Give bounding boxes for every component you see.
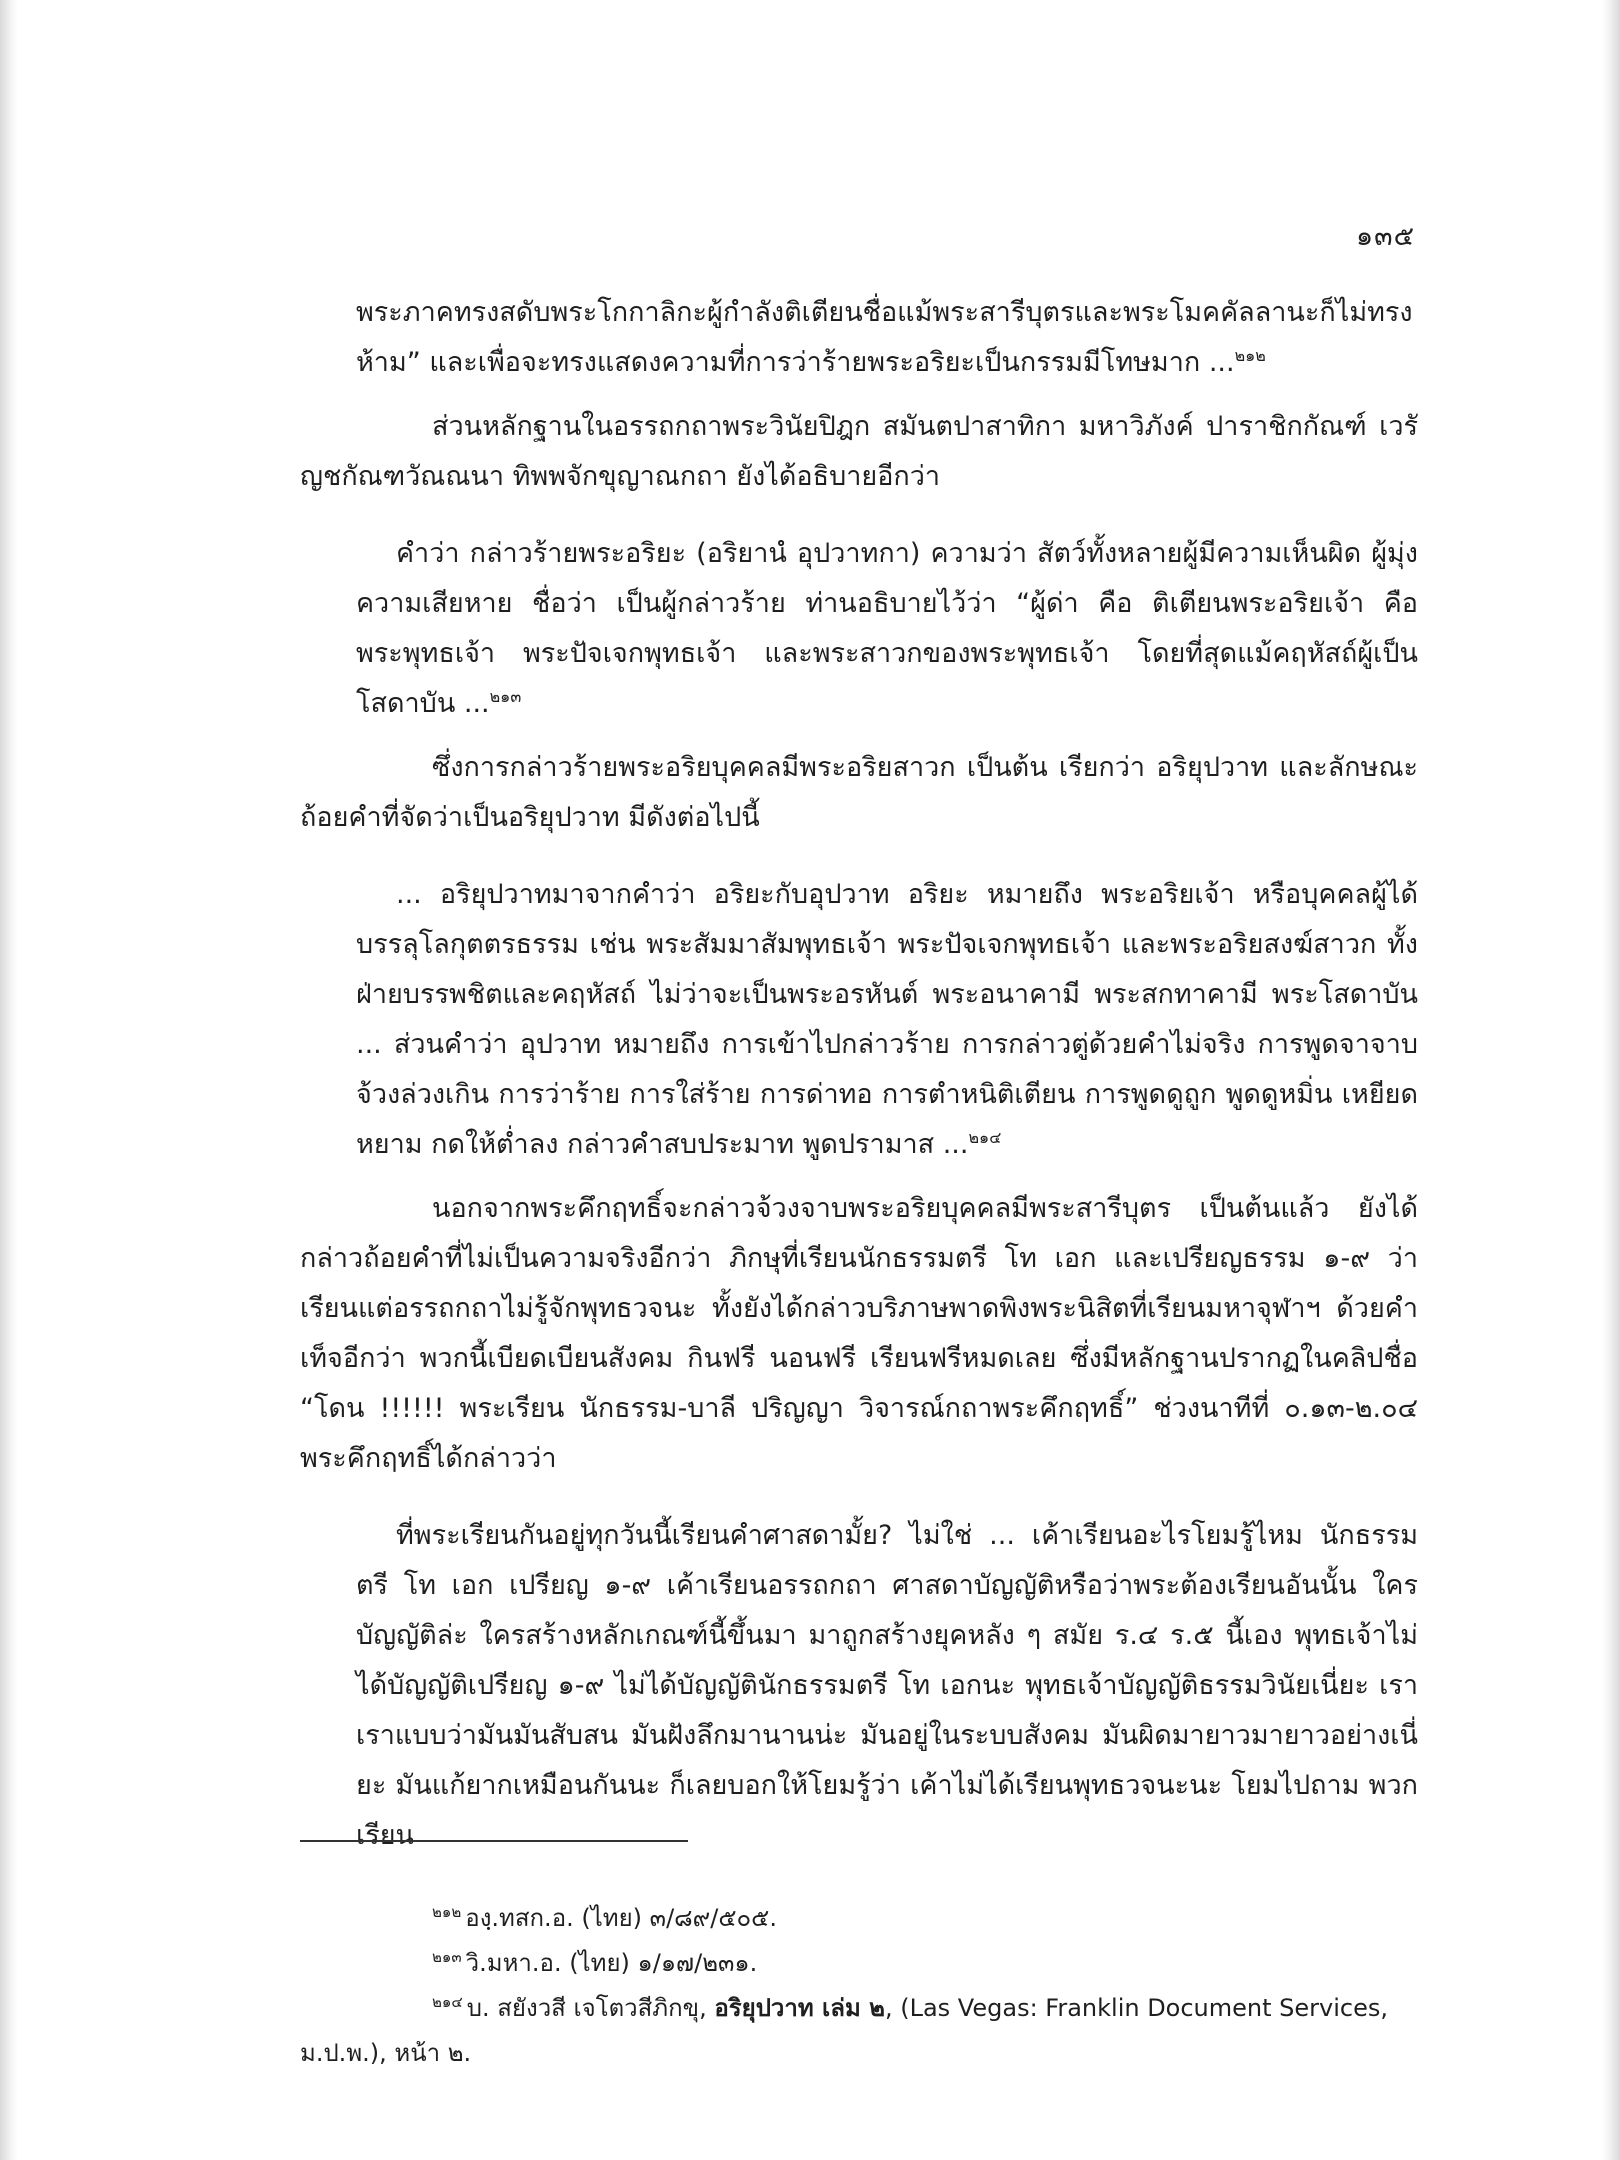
page-number: ๑๓๕ (1355, 221, 1415, 252)
footnote-ref-214[interactable]: ๒๑๔ (968, 1128, 1002, 1147)
footnote-212 (300, 1896, 1410, 1941)
quote-3-text: ที่พระเรียนกันอยู่ทุกวันนี้เรียนคำศาสดามั้ย? ไม่ใช่ ... เค้าเรียนอะไรโยมรู้ไหม นักธรรม ตรี โท เอก เปรียญ ๑-๙ เค้าเรียนอรรถกถา ศาสดาบัญญัติหรือว่าพระต้องเรียนอันนั้น ใครบัญญัติล่ะ ใครสร้างหลักเกณฑ์นี้ขึ้นมา มาถูกสร้างยุคหลัง ๆ สมัย ร.๔ ร.๕ นี้เอง พุทธเจ้าไม่ได้บัญญัติเปรียญ ๑-๙ ไม่ได้บัญญัตินักธรรมตรี โท เอกนะ พุทธเจ้าบัญญัติธรรมวินัยเนี่ยะ เรา เราแบบว่ามันมันสับสน มันฝังลึกมานานน่ะ มันอยู่ในระบบสังคม มันผิดมายาวมายาวอย่างเนี่ยะ มันแก้ยากเหมือนกันนะ ก็เลยบอกให้โยมรู้ว่า เค้าไม่ได้เรียนพุทธวจนะนะ โยมไปถาม พวกเรียน (356, 1520, 1418, 1851)
footnote-212-text: องฺ.ทสก.อ. (ไทย) ๓/๘๙/๕๐๕. (465, 1904, 777, 1932)
footnote-213-text: วิ.มหา.อ. (ไทย) ๑/๑๗/๒๓๑. (465, 1949, 758, 1977)
paragraph-1-text: พระภาคทรงสดับพระโกกาลิกะผู้กำลังติเตียนชื่อแม้พระสารีบุตรและพระโมคคัลลานะก็ไม่ทรงห้าม” และเพื่อจะทรงแสดงความที่การว่าร้ายพระอริยะเป็นกรรมมีโทษมาก ... (356, 297, 1413, 378)
footnote-ref-213[interactable]: ๒๑๓ (489, 687, 522, 706)
quote-2-text: ... อริยุปวาทมาจากคำว่า อริยะกับอุปวาท อริยะ หมายถึง พระอริยเจ้า หรือบุคคลผู้ได้บรรลุโลกุตตรธรรม เช่น พระสัมมาสัมพุทธเจ้า พระปัจเจกพุทธเจ้า และพระอริยสงฆ์สาวก ทั้งฝ่ายบรรพชิตและคฤหัสถ์ ไม่ว่าจะเป็นพระอรหันต์ พระอนาคามี พระสกทาคามี พระโสดาบัน ... ส่วนคำว่า อุปวาท หมายถึง การเข้าไปกล่าวร้าย การกล่าวตู่ด้วยคำไม่จริง การพูดจาจาบจ้วงล่วงเกิน การว่าร้าย การใส่ร้าย การด่าทอ การตำหนิติเตียน การพูดดูถูก พูดดูหมิ่น เหยียดหยาม กดให้ต่ำลง กล่าวคำสบประมาท พูดปรามาส ... (356, 879, 1418, 1160)
footnote-separator (300, 1840, 688, 1842)
footnote-214-publisher: , (Las Vegas: Franklin Document Services, ม.ป.พ.), หน้า ๒. (300, 1994, 1388, 2067)
quote-1-text: คำว่า กล่าวร้ายพระอริยะ (อริยานํ อุปวาทกา) ความว่า สัตว์ทั้งหลายผู้มีความเห็นผิด ผู้มุ่งความเสียหาย ชื่อว่า เป็นผู้กล่าวร้าย ท่านอธิบายไว้ว่า “ผู้ด่า คือ ติเตียนพระอริยเจ้า คือ พระพุทธเจ้า พระปัจเจกพุทธเจ้า และพระสาวกของพระพุทธเจ้า โดยที่สุดแม้คฤหัสถ์ผู้เป็นโสดาบัน ... (356, 538, 1418, 719)
footnotes (300, 1896, 1410, 2076)
page-shadow-left (0, 0, 18, 2160)
paragraph-2 (300, 402, 1418, 502)
paragraph-3 (300, 743, 1418, 843)
body-text (300, 288, 1418, 1875)
paragraph-2-text: ส่วนหลักฐานในอรรถกถาพระวินัยปิฎก สมันตปาสาทิกา มหาวิภังค์ ปาราชิกกัณฑ์ เวรัญชกัณฑวัณณนา ทิพพจักขุญาณกถา ยังได้อธิบายอีกว่า (300, 411, 1418, 492)
footnote-214-author: บ. สยังวสี เจโตวสีภิกขุ, (466, 1994, 715, 2022)
paragraph-3-text: ซึ่งการกล่าวร้ายพระอริยบุคคลมีพระอริยสาวก เป็นต้น เรียกว่า อริยุปวาท และลักษณะถ้อยคำที่จัดว่าเป็นอริยุปวาท มีดังต่อไปนี้ (300, 752, 1418, 833)
paragraph-4-text: นอกจากพระคึกฤทธิ์จะกล่าวจ้วงจาบพระอริยบุคคลมีพระสารีบุตร เป็นต้นแล้ว ยังได้กล่าวถ้อยคำที่ไม่เป็นความจริงอีกว่า ภิกษุที่เรียนนักธรรมตรี โท เอก และเปรียญธรรม ๑-๙ ว่าเรียนแต่อรรถกถาไม่รู้จักพุทธวจนะ ทั้งยังได้กล่าวบริภาษพาดพิงพระนิสิตที่เรียนมหาจุฬาฯ ด้วยคำเท็จอีกว่า พวกนี้เบียดเบียนสังคม กินฟรี นอนฟรี เรียนฟรีหมดเลย ซึ่งมีหลักฐานปรากฏในคลิปชื่อ “โดน !!!!!! พระเรียน นักธรรม-บาลี ปริญญา วิจารณ์กถาพระคึกฤทธิ์” ช่วงนาทีที่ ๐.๑๓-๒.๐๔ พระคึกฤทธิ์ได้กล่าวว่า (300, 1193, 1418, 1474)
footnote-ref-212[interactable]: ๒๑๒ (1234, 346, 1266, 365)
footnote-212-marker: ๒๑๒ (432, 1903, 462, 1921)
page-shadow-right (1602, 0, 1620, 2160)
quote-2 (356, 870, 1418, 1170)
footnote-213 (300, 1941, 1410, 1986)
quote-3 (356, 1511, 1418, 1861)
paragraph-1 (356, 288, 1418, 388)
paragraph-4 (300, 1184, 1418, 1484)
footnote-214 (300, 1986, 1410, 2076)
footnote-213-marker: ๒๑๓ (432, 1948, 462, 1966)
quote-1 (356, 529, 1418, 729)
footnote-214-title: อริยุปวาท เล่ม ๒ (714, 1994, 885, 2022)
footnote-214-marker: ๒๑๔ (432, 1993, 463, 2011)
